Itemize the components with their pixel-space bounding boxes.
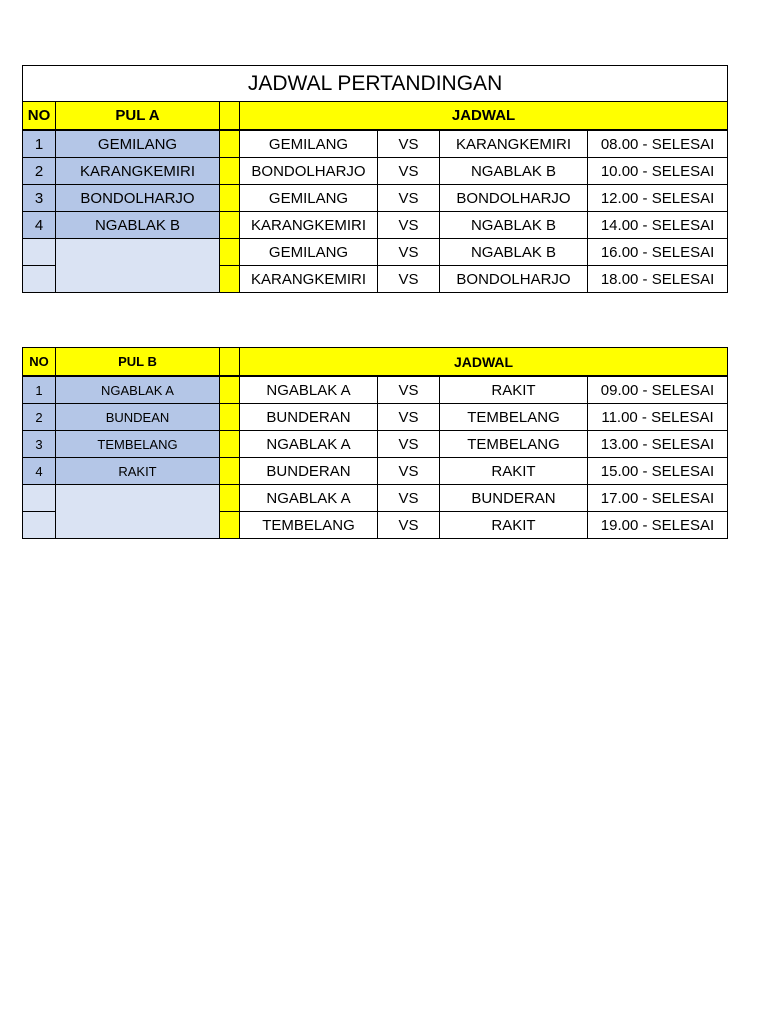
gap-column bbox=[220, 158, 240, 185]
match-home: KARANGKEMIRI bbox=[240, 266, 378, 293]
team-name: BONDOLHARJO bbox=[56, 185, 220, 212]
match-away: NGABLAK B bbox=[440, 158, 588, 185]
match-away: RAKIT bbox=[440, 376, 588, 404]
match-time: 15.00 - SELESAI bbox=[588, 458, 728, 485]
match-vs: VS bbox=[378, 376, 440, 404]
table-row bbox=[23, 458, 728, 485]
pool-b-header-row bbox=[23, 348, 728, 377]
empty-no-cell bbox=[23, 512, 56, 539]
match-vs: VS bbox=[378, 212, 440, 239]
empty-no-cell bbox=[23, 266, 56, 293]
match-vs: VS bbox=[378, 158, 440, 185]
team-name: BUNDEAN bbox=[56, 404, 220, 431]
gap-column bbox=[220, 458, 240, 485]
schedule-header: JADWAL bbox=[240, 102, 728, 131]
gap-column bbox=[220, 102, 240, 131]
team-name: NGABLAK B bbox=[56, 212, 220, 239]
team-name: KARANGKEMIRI bbox=[56, 158, 220, 185]
gap-column bbox=[220, 239, 240, 266]
table-row bbox=[23, 485, 728, 512]
match-away: RAKIT bbox=[440, 512, 588, 539]
pool-a-sheet bbox=[22, 65, 727, 293]
gap-column bbox=[220, 404, 240, 431]
match-home: NGABLAK A bbox=[240, 431, 378, 458]
match-vs: VS bbox=[378, 431, 440, 458]
match-time: 08.00 - SELESAI bbox=[588, 130, 728, 158]
team-no: 2 bbox=[23, 158, 56, 185]
gap-column bbox=[220, 212, 240, 239]
gap-column bbox=[220, 130, 240, 158]
match-time: 17.00 - SELESAI bbox=[588, 485, 728, 512]
team-no: 1 bbox=[23, 130, 56, 158]
title-row bbox=[23, 66, 728, 102]
team-no: 1 bbox=[23, 376, 56, 404]
match-away: NGABLAK B bbox=[440, 212, 588, 239]
match-home: NGABLAK A bbox=[240, 376, 378, 404]
table-row bbox=[23, 158, 728, 185]
pool-b-sheet bbox=[22, 347, 727, 539]
pool-a-header-row bbox=[23, 102, 728, 131]
match-time: 13.00 - SELESAI bbox=[588, 431, 728, 458]
match-away: TEMBELANG bbox=[440, 431, 588, 458]
match-away: TEMBELANG bbox=[440, 404, 588, 431]
team-name: GEMILANG bbox=[56, 130, 220, 158]
match-home: GEMILANG bbox=[240, 239, 378, 266]
gap-column bbox=[220, 185, 240, 212]
match-time: 12.00 - SELESAI bbox=[588, 185, 728, 212]
gap-column bbox=[220, 348, 240, 377]
table-row bbox=[23, 239, 728, 266]
match-home: KARANGKEMIRI bbox=[240, 212, 378, 239]
no-header: NO bbox=[23, 348, 56, 377]
match-time: 16.00 - SELESAI bbox=[588, 239, 728, 266]
gap-column bbox=[220, 485, 240, 512]
match-time: 14.00 - SELESAI bbox=[588, 212, 728, 239]
table-row bbox=[23, 431, 728, 458]
match-away: RAKIT bbox=[440, 458, 588, 485]
match-vs: VS bbox=[378, 266, 440, 293]
team-name: TEMBELANG bbox=[56, 431, 220, 458]
match-time: 19.00 - SELESAI bbox=[588, 512, 728, 539]
match-home: BUNDERAN bbox=[240, 458, 378, 485]
table-row bbox=[23, 376, 728, 404]
match-home: GEMILANG bbox=[240, 185, 378, 212]
match-home: TEMBELANG bbox=[240, 512, 378, 539]
pool-a-table bbox=[22, 65, 728, 293]
team-no: 4 bbox=[23, 212, 56, 239]
match-away: BONDOLHARJO bbox=[440, 185, 588, 212]
pool-header: PUL B bbox=[56, 348, 220, 377]
match-vs: VS bbox=[378, 458, 440, 485]
match-vs: VS bbox=[378, 485, 440, 512]
table-row bbox=[23, 212, 728, 239]
match-vs: VS bbox=[378, 185, 440, 212]
table-row bbox=[23, 130, 728, 158]
match-away: KARANGKEMIRI bbox=[440, 130, 588, 158]
no-header: NO bbox=[23, 102, 56, 131]
empty-team-cell bbox=[56, 485, 220, 539]
empty-no-cell bbox=[23, 485, 56, 512]
match-home: BUNDERAN bbox=[240, 404, 378, 431]
match-vs: VS bbox=[378, 512, 440, 539]
gap-column bbox=[220, 431, 240, 458]
gap-column bbox=[220, 512, 240, 539]
empty-team-cell bbox=[56, 239, 220, 293]
match-time: 09.00 - SELESAI bbox=[588, 376, 728, 404]
gap-column bbox=[220, 376, 240, 404]
match-away: BUNDERAN bbox=[440, 485, 588, 512]
team-no: 3 bbox=[23, 185, 56, 212]
match-time: 10.00 - SELESAI bbox=[588, 158, 728, 185]
schedule-header: JADWAL bbox=[240, 348, 728, 377]
pool-header: PUL A bbox=[56, 102, 220, 131]
team-no: 2 bbox=[23, 404, 56, 431]
team-name: NGABLAK A bbox=[56, 376, 220, 404]
match-away: NGABLAK B bbox=[440, 239, 588, 266]
page-title: JADWAL PERTANDINGAN bbox=[23, 66, 728, 102]
team-no: 4 bbox=[23, 458, 56, 485]
team-no: 3 bbox=[23, 431, 56, 458]
empty-no-cell bbox=[23, 239, 56, 266]
match-time: 18.00 - SELESAI bbox=[588, 266, 728, 293]
match-time: 11.00 - SELESAI bbox=[588, 404, 728, 431]
match-vs: VS bbox=[378, 130, 440, 158]
pool-b-table bbox=[22, 347, 728, 539]
team-name: RAKIT bbox=[56, 458, 220, 485]
table-row bbox=[23, 185, 728, 212]
match-away: BONDOLHARJO bbox=[440, 266, 588, 293]
table-row bbox=[23, 404, 728, 431]
match-home: GEMILANG bbox=[240, 130, 378, 158]
match-home: NGABLAK A bbox=[240, 485, 378, 512]
match-vs: VS bbox=[378, 239, 440, 266]
match-vs: VS bbox=[378, 404, 440, 431]
gap-column bbox=[220, 266, 240, 293]
match-home: BONDOLHARJO bbox=[240, 158, 378, 185]
